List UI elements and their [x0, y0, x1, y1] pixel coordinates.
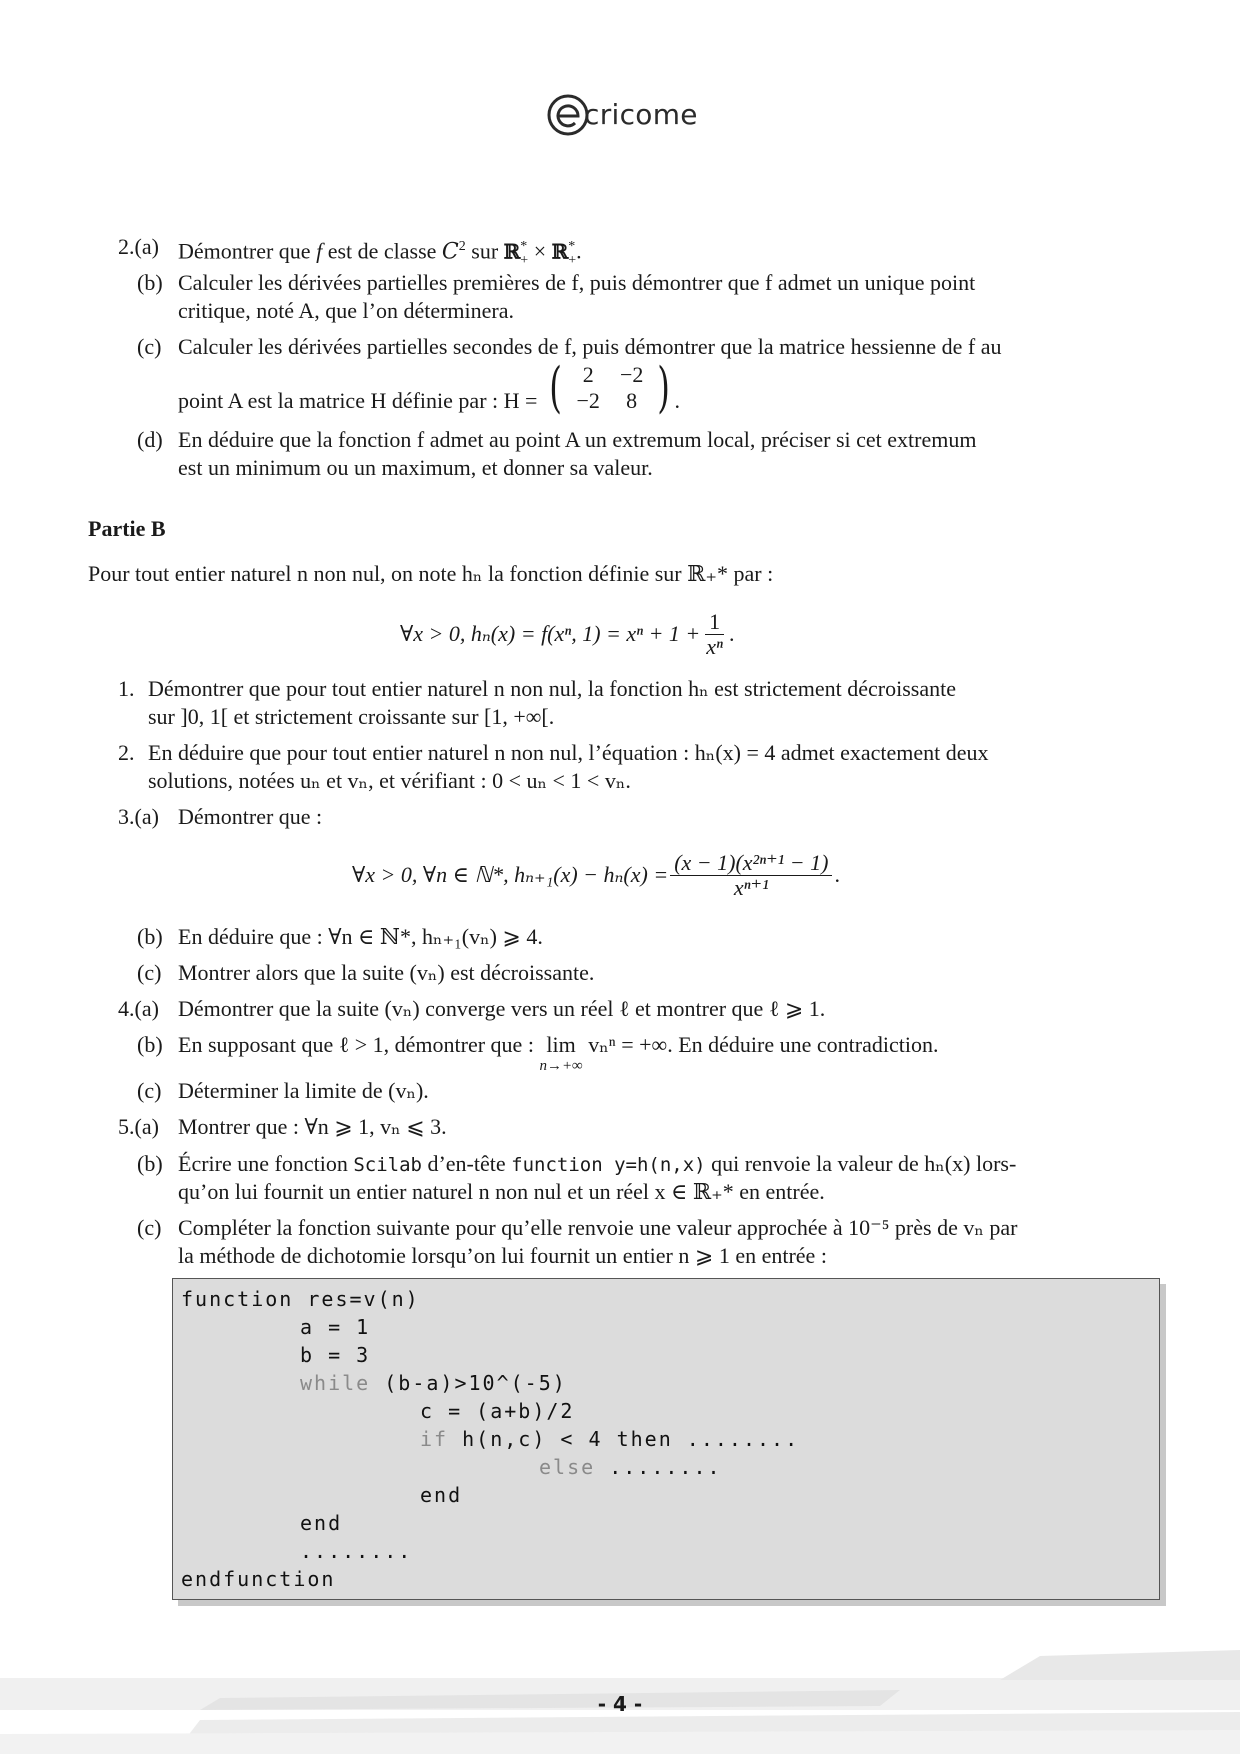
code-line: a = 1 [300, 1315, 371, 1339]
b-q1-line2: sur ]0, 1[ et strictement croissante sur [1, +∞[. [148, 704, 555, 729]
b-q5b-number: (b) [137, 1151, 163, 1176]
matrix-cell: −2 [619, 362, 644, 387]
b-q3a-number: 3.(a) [118, 804, 159, 829]
q2b-number: (b) [137, 270, 163, 295]
b-q5a-number: 5.(a) [118, 1114, 159, 1139]
part-b-intro: Pour tout entier naturel n non nul, on note hₙ la fonction définie sur ℝ₊* par : [88, 561, 774, 586]
section-title: Partie B [88, 516, 166, 541]
b-q3c-number: (c) [137, 960, 162, 985]
b-q4b-text: En supposant que ℓ > 1, démontrer que : lim n→+∞ vₙⁿ = +∞. En déduire une contradiction. [178, 1032, 939, 1074]
code-line: b = 3 [300, 1343, 371, 1367]
b-q5c-line2: la méthode de dichotomie lorsqu’on lui fournit un entier n ⩾ 1 en entrée : [178, 1243, 827, 1268]
b-q4c-number: (c) [137, 1078, 162, 1103]
hn-definition: ∀x > 0, hₙ(x) = f(xⁿ, 1) = xⁿ + 1 + $\frac{1}{\text{xⁿ}}$ . [400, 608, 735, 659]
code-line: end [420, 1483, 463, 1507]
q2a-number: 2.(a) [118, 234, 159, 259]
q2c-line2: point A est la matrice H définie par : H = ( 2 −2 −2 8 ) . [178, 356, 680, 419]
code-line: c = (a+b)/2 [420, 1399, 575, 1423]
q2d-number: (d) [137, 427, 163, 452]
b-q3b-number: (b) [137, 924, 163, 949]
q2d-line1: En déduire que la fonction f admet au point A un extremum local, préciser si cet extremum [178, 427, 977, 452]
b-q4a-text: Démontrer que la suite (vₙ) converge vers un réel ℓ et montrer que ℓ ⩾ 1. [178, 996, 826, 1021]
code-line: if h(n,c) < 4 then ........ [420, 1427, 800, 1451]
b-q4a-number: 4.(a) [118, 996, 159, 1021]
b-q1-line1: Démontrer que pour tout entier naturel n non nul, la fonction hₙ est strictement décroissante [148, 676, 957, 701]
q2d-line2: est un minimum ou un maximum, et donner sa valeur. [178, 455, 653, 480]
q2c-line1: Calculer les dérivées partielles secondes de f, puis démontrer que la matrice hessienne de f au [178, 334, 1002, 359]
b-q2-number: 2. [118, 740, 135, 765]
q2a-text: Démontrer que f est de classe $C^2$ sur ℝ*$_+$ × ℝ*$_+$. [178, 238, 582, 268]
b-q5a-text: Montrer que : ∀n ⩾ 1, vₙ ⩽ 3. [178, 1114, 447, 1139]
b-q4c-text: Déterminer la limite de (vₙ). [178, 1078, 429, 1103]
b-q3c-text: Montrer alors que la suite (vₙ) est décroissante. [178, 960, 595, 985]
b-q5b-line1: Écrire une fonction Scilab d’en-tête function y=h(n,x) qui renvoie la valeur de hₙ(x) lors- [178, 1151, 1017, 1176]
b-q5b-line2: qu’on lui fournit un entier naturel n non nul et un réel x ∈ ℝ₊* en entrée. [178, 1179, 825, 1204]
code-line: ........ [300, 1539, 413, 1563]
ecricome-logo [546, 88, 698, 140]
matrix-cell: 8 [626, 388, 638, 413]
logo-text: cricome [584, 97, 698, 131]
code-line: while (b-a)>10^(-5) [300, 1371, 567, 1395]
b-q5c-number: (c) [137, 1215, 162, 1240]
b-q5c-line1: Compléter la fonction suivante pour qu’elle renvoie une valeur approchée à 10⁻⁵ près de vₙ par [178, 1215, 1018, 1240]
hessian-matrix: ( 2 −2 −2 8 ) [549, 356, 671, 419]
b-q1-number: 1. [118, 676, 135, 701]
matrix-cell: 2 [582, 362, 594, 387]
b-q4b-number: (b) [137, 1032, 163, 1057]
code-line: function res=v(n) [181, 1287, 420, 1311]
difference-formula: ∀x > 0, ∀n ∈ ℕ*, hₙ₊₁(x) − hₙ(x) = $\frac{\text{(x − 1)(x²ⁿ⁺¹ − 1)}}{\text{xⁿ⁺¹}}$ . [352, 849, 840, 900]
q2c-number: (c) [137, 334, 162, 359]
scilab-code-box [172, 1278, 1160, 1600]
code-line: else ........ [539, 1455, 722, 1479]
b-q2-line1: En déduire que pour tout entier naturel n non nul, l’équation : hₙ(x) = 4 admet exactement deux [148, 740, 989, 765]
b-q3a-text: Démontrer que : [178, 804, 323, 829]
q2b-line1: Calculer les dérivées partielles premières de f, puis démontrer que f admet un unique point [178, 270, 976, 295]
q2b-line2: critique, noté A, que l’on déterminera. [178, 298, 514, 323]
code-line: end [300, 1511, 343, 1535]
b-q3b-text: En déduire que : ∀n ∈ ℕ*, hₙ₊₁(vₙ) ⩾ 4. [178, 924, 543, 949]
code-line: endfunction [181, 1567, 336, 1591]
b-q2-line2: solutions, notées uₙ et vₙ, et vérifiant : 0 < uₙ < 1 < vₙ. [148, 768, 631, 793]
page-number: - 4 - [597, 1692, 643, 1716]
matrix-cell: −2 [576, 388, 600, 413]
